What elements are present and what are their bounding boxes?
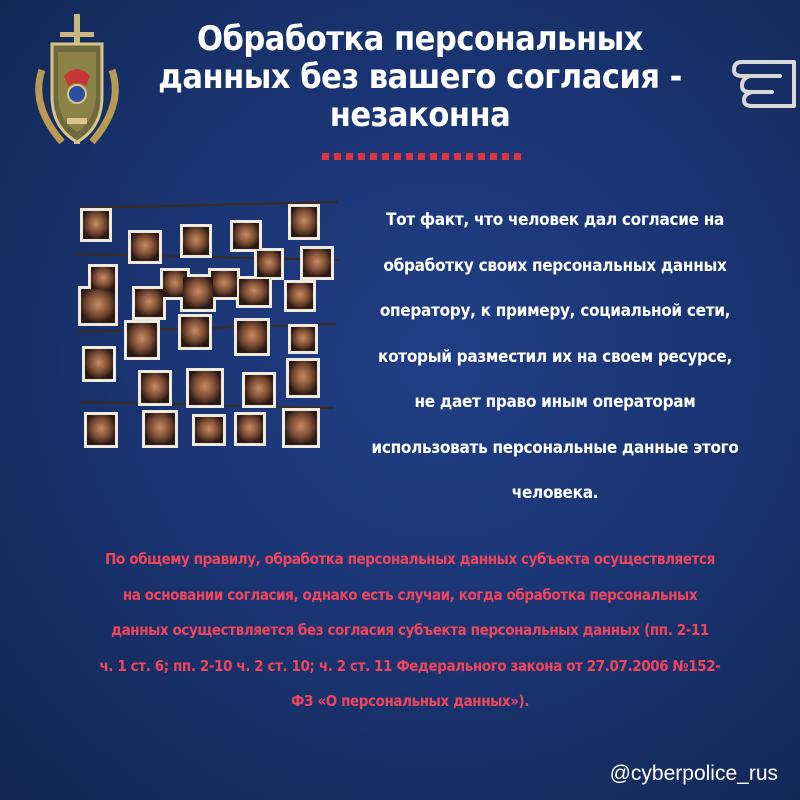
page-title bbox=[150, 20, 690, 134]
main-text-line: обработку своих персональных данных bbox=[383, 255, 727, 276]
rule-text-line: По общему правилу, обработка персональных данных субъекта осуществляется bbox=[105, 550, 715, 568]
account-handle: @cyberpolice_rus bbox=[609, 762, 778, 785]
rule-text-line: данных осуществляется без согласия субъекта персональных данных (пп. 2-11 bbox=[111, 621, 709, 639]
main-text-line: Тот факт, что человек дал согласие на bbox=[385, 210, 725, 230]
police-emblem-icon bbox=[22, 10, 132, 160]
rule-text-line: ФЗ «О персональных данных»). bbox=[290, 692, 530, 710]
rule-text-line: ч. 1 ст. 6; пп. 2-10 ч. 2 ст. 10; ч. 2 ст. 11 Федерального закона от 27.07.2006 №152- bbox=[99, 656, 721, 675]
title-line: незаконна bbox=[329, 95, 511, 135]
main-text-line: который разместил их на своем ресурсе, bbox=[377, 346, 732, 367]
title-line: данных без вашего согласия - bbox=[158, 57, 682, 97]
photo-collage-image bbox=[68, 190, 346, 460]
title-line: Обработка персональных bbox=[196, 19, 644, 59]
main-statement bbox=[343, 198, 767, 517]
pointing-hand-icon bbox=[728, 42, 798, 114]
legal-rule-text bbox=[60, 542, 760, 720]
main-text-line: оператору, к примеру, социальной сети, bbox=[379, 301, 731, 321]
main-text-line: использовать персональные данные этого bbox=[371, 437, 739, 458]
rule-text-line: на основании согласия, однако есть случаи, когда обработка персональных bbox=[122, 585, 698, 604]
main-text-line: человека. bbox=[511, 483, 599, 503]
main-text-line: не дает право иным операторам bbox=[414, 392, 696, 412]
title-divider bbox=[322, 153, 522, 160]
